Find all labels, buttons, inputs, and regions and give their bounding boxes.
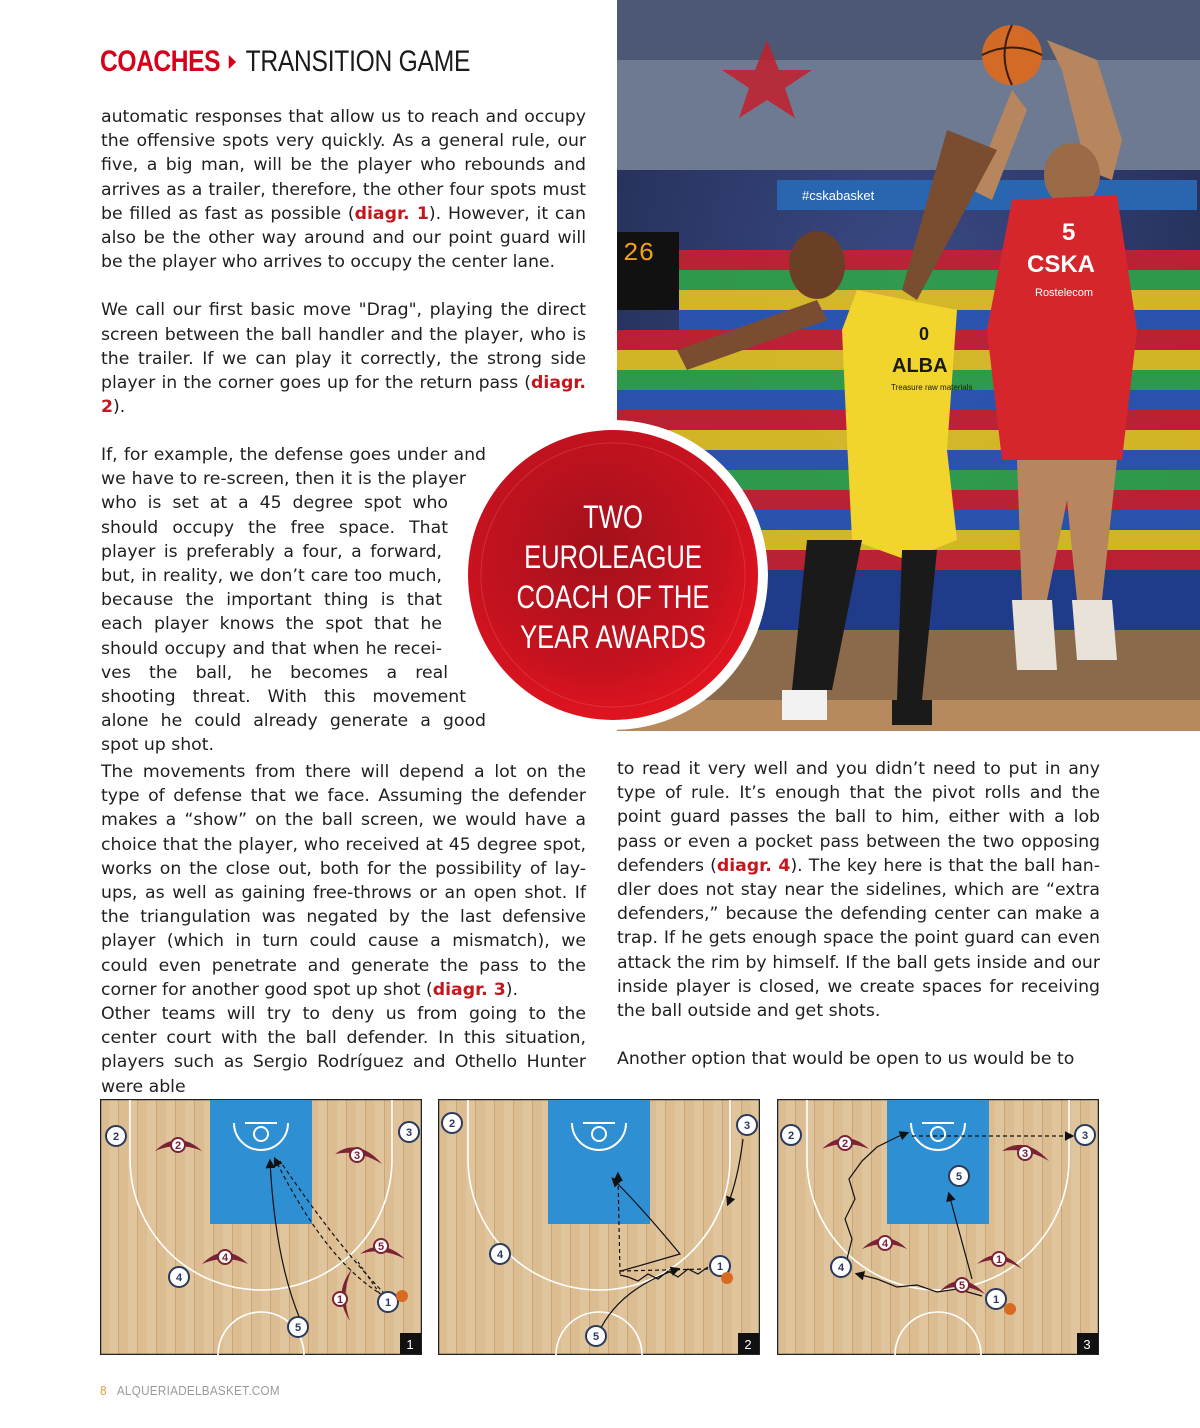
svg-text:5: 5 — [377, 1241, 385, 1253]
svg-text:4: 4 — [221, 1252, 229, 1264]
site-name: ALQUERIADELBASKET.COM — [116, 1383, 280, 1398]
paragraph: Another option that would be open to us would be to — [617, 1049, 1075, 1070]
scoreboard-digits: 26 — [623, 238, 655, 268]
svg-text:1: 1 — [336, 1294, 344, 1306]
svg-text:4: 4 — [496, 1249, 504, 1261]
play-diagram-3 — [777, 1099, 1099, 1355]
offense-3 — [1075, 1125, 1095, 1145]
text-run: ). — [505, 979, 518, 1000]
diagram-reference: diagr. 1 — [354, 203, 429, 224]
offense-2 — [442, 1113, 462, 1133]
arena-banner: #cskabasket — [802, 188, 875, 203]
yellow-jersey-team: ALBA — [892, 355, 948, 377]
diagram-reference: diagr. 2 — [101, 373, 586, 418]
svg-text:2: 2 — [787, 1130, 795, 1142]
offense-5 — [288, 1317, 308, 1337]
offense-3 — [737, 1115, 757, 1135]
section-label: COACHES — [100, 45, 221, 78]
svg-text:1: 1 — [716, 1261, 724, 1273]
svg-text:2: 2 — [448, 1118, 456, 1130]
section-header — [100, 40, 470, 84]
page-number: 8 — [100, 1383, 107, 1398]
svg-text:1: 1 — [995, 1254, 1003, 1266]
diagram-reference: diagr. 4 — [716, 855, 791, 876]
offense-5 — [586, 1326, 606, 1346]
svg-text:4: 4 — [881, 1238, 889, 1250]
svg-text:4: 4 — [837, 1262, 845, 1274]
svg-text:2: 2 — [174, 1140, 182, 1152]
svg-text:3: 3 — [1081, 1130, 1089, 1142]
svg-text:4: 4 — [175, 1272, 183, 1284]
badge-line: COACH OF THE — [516, 579, 710, 615]
diagram-reference: diagr. 3 — [432, 979, 506, 1000]
award-badge-text — [489, 497, 737, 657]
play-diagram-1 — [100, 1099, 422, 1355]
badge-line: EUROLEAGUE — [524, 539, 702, 575]
svg-text:3: 3 — [743, 1120, 751, 1132]
svg-text:5: 5 — [958, 1280, 966, 1292]
paragraph: Other teams will try to deny us from going to the center court with the ball defender. In this situation, players such as Sergio Rodríguez and Othello Hunter were able — [101, 1004, 586, 1097]
ball-icon — [721, 1272, 733, 1284]
svg-text:5: 5 — [955, 1171, 963, 1183]
text-run: The movements from there will depend a lot on the type of defense that we face. Assuming the defender makes a “show” on the ball screen, we would have a choice that the player, who received at 45 degree spot, works on the close out, both for the possibility of lay-ups, as well as gaining free-throws or an open shot. If the triangulation was negated by the last defensive player (which in turn could cause a mismatch), we could even penetrate and generate the pass to the corner for another good spot up shot ( — [101, 762, 586, 1000]
text-run: automatic responses that allow us to reach and occupy the offensive spots very quickly. As a general rule, our five, a big man, will be the player who rebounds and arrives as a trailer, therefore, the other four spots must be filled as fast as possible ( — [101, 107, 586, 224]
text-run: ). However, it can also be the other way around and our point guard will be the player who arrives to occupy the center lane. — [101, 203, 586, 273]
text-run: ). — [113, 397, 126, 418]
red-jersey-team: CSKA — [1027, 251, 1096, 278]
paragraph — [101, 105, 586, 274]
diagram-number: 3 — [1083, 1337, 1091, 1352]
offense-4 — [169, 1267, 189, 1287]
svg-text:1: 1 — [384, 1297, 392, 1309]
badge-line: YEAR AWARDS — [520, 619, 706, 655]
svg-text:1: 1 — [992, 1294, 1000, 1306]
svg-text:2: 2 — [841, 1138, 849, 1150]
yellow-jersey-number: 0 — [919, 324, 930, 344]
offense-4 — [831, 1257, 851, 1277]
svg-text:3: 3 — [1021, 1148, 1029, 1160]
diagram-number: 2 — [744, 1337, 752, 1352]
play-diagram-2 — [438, 1099, 760, 1355]
offense-2 — [781, 1125, 801, 1145]
text-run: We call our first basic move "Drag", playing the direct screen between the ball handler and the player, who is the trailer. If we can play it correctly, the strong side player in the corner goes up for the return pass ( — [101, 300, 586, 394]
svg-text:5: 5 — [592, 1331, 600, 1343]
svg-text:3: 3 — [353, 1150, 361, 1162]
caret-right-icon — [228, 55, 235, 69]
svg-text:3: 3 — [405, 1127, 413, 1139]
text-run: ). The key here is that the ball handler does not stay near the sidelines, which are “extra defenders,” because the defending center can make a trap. If he gets enough space the point guard can even attack the rim by himself. If the ball gets inside and our inside player is closed, we create spaces for receiving the ball outside and get shots. — [617, 855, 1100, 1022]
offense-2 — [106, 1126, 126, 1146]
paragraph — [101, 298, 586, 419]
column-1-bottom — [101, 760, 586, 1099]
column-1-top — [101, 105, 586, 419]
paragraph — [101, 760, 586, 1002]
column-1-wrap — [101, 443, 486, 758]
column-2 — [617, 757, 1100, 1071]
page-footer — [100, 1383, 280, 1398]
svg-text:2: 2 — [112, 1131, 120, 1143]
svg-text:5: 5 — [294, 1322, 302, 1334]
red-jersey-number: 5 — [1062, 219, 1076, 246]
ball-icon — [396, 1290, 408, 1302]
paragraph: If, for example, the defense goes under and we have to re-screen, then it is the player who is set at a 45 degree spot who should occupy the free space. That player is preferably a four, a forward, but, in reality, we don’t care too much, because the important thing is that each player knows the spot that he should occupy and that when he receives the ball, he becomes a real shooting threat. With this movement alone he could already generate a good spot up shot. — [101, 445, 486, 756]
ball-icon — [1004, 1303, 1016, 1315]
yellow-jersey-sponsor: Treasure raw materials — [891, 383, 973, 392]
paragraph — [617, 757, 1100, 1023]
text-run: to read it very well and you didn’t need to put in any type of rule. It’s enough that the pivot rolls and the point guard passes the ball to him, either with a lob pass or even a pocket pass between the two opposing defenders ( — [617, 759, 1100, 876]
red-jersey-sponsor: Rostelecom — [1035, 287, 1094, 299]
badge-line: TWO — [583, 499, 643, 535]
offense-4 — [490, 1244, 510, 1264]
article-title: TRANSITION GAME — [245, 45, 471, 78]
diagram-number: 1 — [406, 1337, 414, 1352]
offense-5 — [949, 1166, 969, 1186]
offense-3 — [399, 1122, 419, 1142]
